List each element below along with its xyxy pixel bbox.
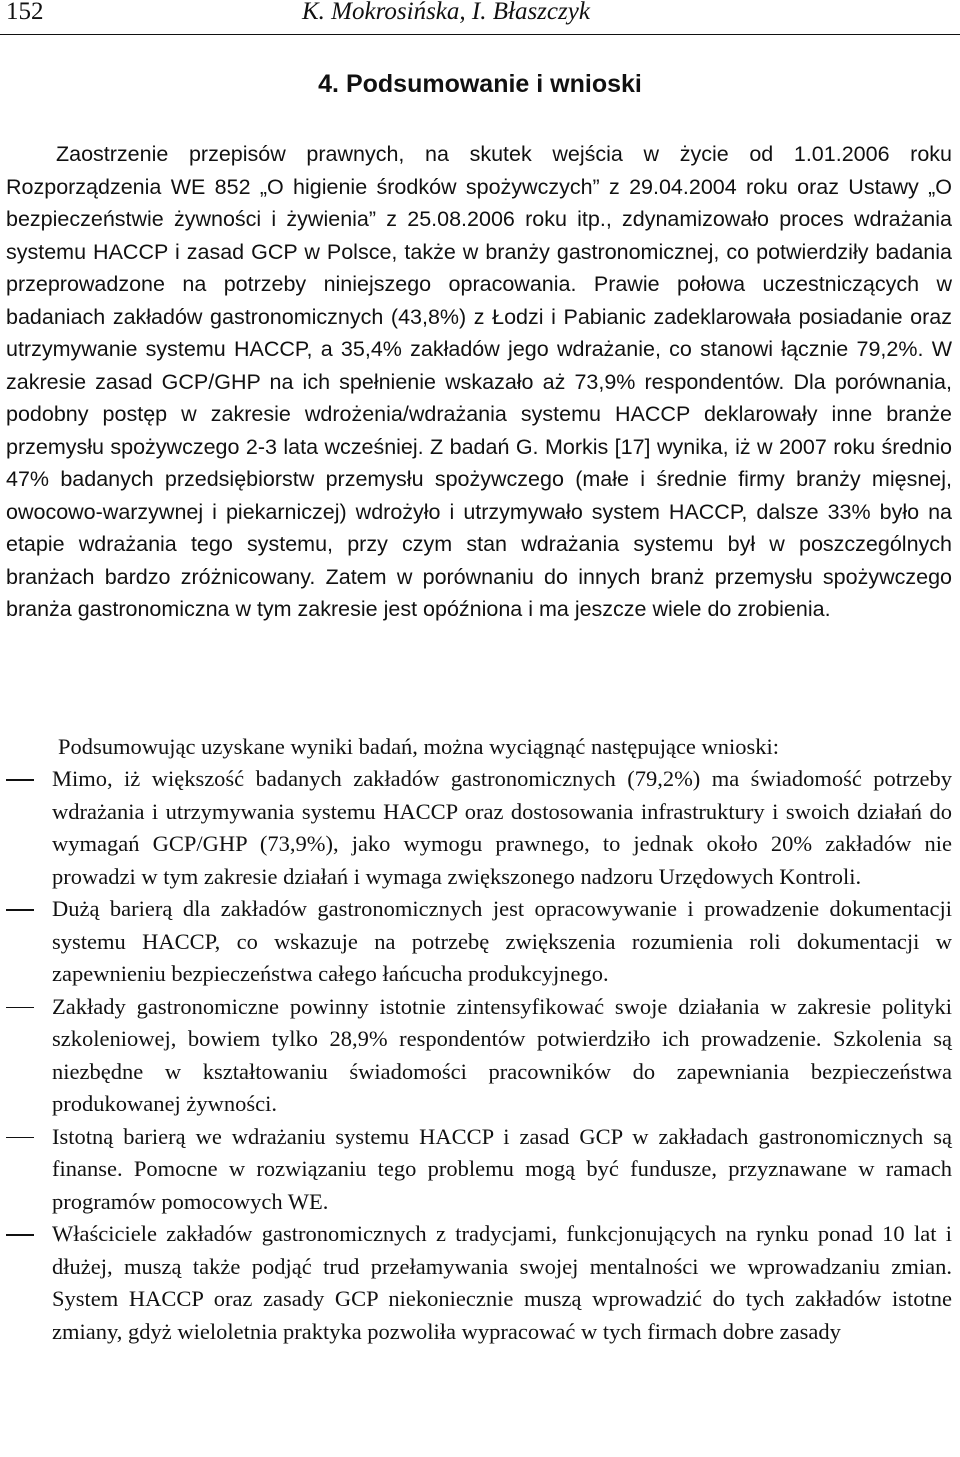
conclusion-text: Dużą barierą dla zakładów gastronomicznych jest opracowywanie i prowadzenie dokumentacji systemu HACCP, co wskazuje na potrzebę zwiększenia rozumienia roli dokumentacji w zapewnieniu bezpieczeństwa całego łańcucha produkcyjnego. bbox=[52, 896, 952, 986]
body-paragraph-conclusions-intro: Podsumowując uzyskane wyniki badań, można wyciągnąć następujące wnioski: bbox=[58, 734, 780, 759]
conclusion-item bbox=[6, 763, 952, 893]
page-header bbox=[0, 0, 960, 35]
running-head: K. Mokrosińska, I. Błaszczyk bbox=[302, 0, 590, 25]
conclusion-item bbox=[6, 893, 952, 991]
conclusions-list bbox=[6, 763, 952, 1348]
body-paragraph-summary: Zaostrzenie przepisów prawnych, na skutek wejścia w życie od 1.01.2006 roku Rozporządzenia WE 852 „O higienie środków spożywczych” z 29.04.2004 roku oraz Ustawy „O bezpieczeństwie żywności i żywienia” z 25.08.2006 roku itp., zdynamizowało proces wdrażania systemu HACCP i zasad GCP w Polsce, także w branży gastronomicznej, co potwierdziły badania przeprowadzone na potrzeby niniejszego opracowania. Prawie połowa uczestniczących w badaniach zakładów gastronomicznych (43,8%) z Łodzi i Pabianic zadeklarowała posiadanie oraz utrzymywanie systemu HACCP, a 35,4% zakładów jego wdrażanie, co stanowi łącznie 79,2%. W zakresie zasad GCP/GHP na ich spełnienie wskazało aż 73,9% respondentów. Dla porównania, podobny postęp w zakresie wdrożenia/wdrażania systemu HACCP deklarowały inne branże przemysłu spożywczego 2-3 lata wcześniej. Z badań G. Morkis [17] wynika, iż w 2007 roku średnio 47% badanych przedsiębiorstw przemysłu spożywczego (małe i średnie firmy branży mięsnej, owocowo-warzywnej i piekarniczej) wdrożyło i utrzymywało system HACCP, dalsze 33% było na etapie wdrażania tego systemu, przy czym stan wdrażania systemu był w poszczególnych branżach bardzo zróżnicowany. Zatem w porównaniu do innych branż przemysłu spożywczego branża gastronomiczna w tym zakresie jest opóźniona i ma jeszcze wiele do zrobienia. bbox=[6, 142, 952, 621]
conclusion-text: Właściciele zakładów gastronomicznych z tradycjami, funkcjonujących na rynku ponad 10 lat i dłużej, muszą także podjąć trud przełamywania swojej mentalności we wprowadzaniu zmian. System HACCP oraz zasady GCP niekoniecznie muszą wprowadzić do tych zakładów istotne zmiany, gdyż wieloletnia praktyka pozwoliła wypracować w tych firmach dobre zasady bbox=[52, 1221, 952, 1344]
dash-bullet bbox=[6, 779, 34, 781]
dash-bullet bbox=[6, 909, 34, 911]
dash-bullet bbox=[6, 1007, 34, 1009]
conclusion-text: Zakłady gastronomiczne powinny istotnie zintensyfikować swoje działania w zakresie polityki szkoleniowej, bowiem tylko 28,9% respondentów potwierdziło ich prowadzenie. Szkolenia są niezbędne w kształtowaniu świadomości pracowników do zapewniania bezpieczeństwa produkowanej żywności. bbox=[52, 993, 952, 1116]
page-number: 152 bbox=[6, 0, 44, 25]
conclusion-item bbox=[6, 991, 952, 1121]
section-title: 4. Podsumowanie i wnioski bbox=[318, 70, 642, 98]
dash-bullet bbox=[6, 1234, 34, 1236]
conclusion-text: Istotną barierą we wdrażaniu systemu HACCP i zasad GCP w zakładach gastronomicznych są finanse. Pomocne w rozwiązaniu tego problemu mogą być fundusze, przyznawane w ramach programów pomocowych WE. bbox=[52, 1123, 952, 1214]
conclusion-item bbox=[6, 1121, 952, 1219]
dash-bullet bbox=[6, 1137, 34, 1139]
conclusion-item bbox=[6, 1218, 952, 1348]
conclusion-text: Mimo, iż większość badanych zakładów gastronomicznych (79,2%) ma świadomość potrzeby wdrażania i utrzymywania systemu HACCP oraz dostosowania infrastruktury i swoich działań do wymagań GCP/GHP (73,9%), jako wymogu prawnego, to jednak około 20% zakładów nie prowadzi w tym zakresie działań i wymaga zwiększonego nadzoru Urzędowych Kontroli. bbox=[52, 766, 952, 889]
